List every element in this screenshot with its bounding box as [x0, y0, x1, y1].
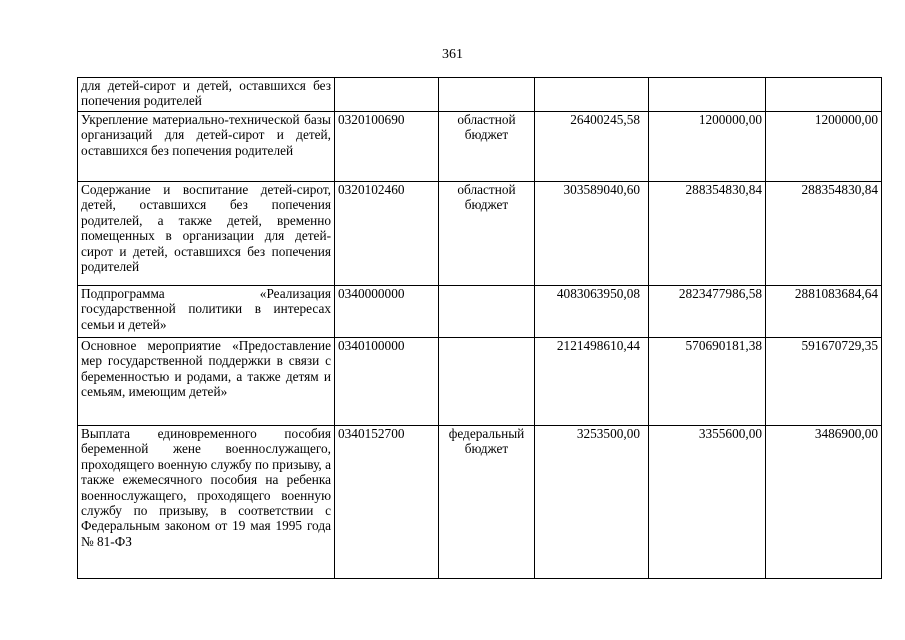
row-code-cell: 0320102460 [335, 182, 439, 286]
page-number: 361 [442, 47, 463, 62]
row-source-cell [439, 286, 535, 338]
row-name-cell: Основное мероприятие «Предоставление мер государственной поддержки в связи с беременностью и родами, а также детям и семьям, имеющим детей» [78, 338, 335, 426]
row-value-2-cell [649, 78, 766, 112]
row-value-2-cell: 570690181,38 [649, 338, 766, 426]
row-value-1-cell [535, 78, 649, 112]
row-code-cell: 0340000000 [335, 286, 439, 338]
row-value-1-cell: 2121498610,44 [535, 338, 649, 426]
row-name-cell: Укрепление материально-технической базы организаций для детей-сирот и детей, оставшихся без попечения родителей [78, 112, 335, 182]
row-value-3-cell: 2881083684,64 [766, 286, 882, 338]
row-name-cell: Содержание и воспитание детей-сирот, детей, оставшихся без попечения родителей, а также детей, временно помещенных в организации для детей-сирот и детей, оставшихся без попечения родителей [78, 182, 335, 286]
row-code-cell: 0340152700 [335, 426, 439, 579]
table-row [78, 338, 882, 426]
row-value-3-cell: 3486900,00 [766, 426, 882, 579]
row-value-3-cell: 1200000,00 [766, 112, 882, 182]
table-row [78, 286, 882, 338]
table-row [78, 78, 882, 112]
row-value-2-cell: 2823477986,58 [649, 286, 766, 338]
row-code-cell [335, 78, 439, 112]
row-value-1-cell: 26400245,58 [535, 112, 649, 182]
table-row [78, 112, 882, 182]
row-name-cell: Выплата единовременного пособия беременной жене военнослужащего, проходящего военную службу по призыву, а также ежемесячного пособия на ребенка военнослужащего, проходящего военную службу по призыву, в соответствии с Федеральным законом от 19 мая 1995 года № 81-ФЗ [78, 426, 335, 579]
row-value-2-cell: 1200000,00 [649, 112, 766, 182]
row-source-cell: областной бюджет [439, 182, 535, 286]
row-value-3-cell: 288354830,84 [766, 182, 882, 286]
row-value-3-cell: 591670729,35 [766, 338, 882, 426]
budget-table [77, 77, 882, 579]
row-value-1-cell: 303589040,60 [535, 182, 649, 286]
row-code-cell: 0320100690 [335, 112, 439, 182]
table-row [78, 426, 882, 579]
row-value-1-cell: 3253500,00 [535, 426, 649, 579]
row-value-2-cell: 3355600,00 [649, 426, 766, 579]
table-row [78, 182, 882, 286]
row-name-cell: Подпрограмма «Реализация государственной политики в интересах семьи и детей» [78, 286, 335, 338]
row-value-3-cell [766, 78, 882, 112]
row-source-cell: областной бюджет [439, 112, 535, 182]
row-value-1-cell: 4083063950,08 [535, 286, 649, 338]
row-value-2-cell: 288354830,84 [649, 182, 766, 286]
row-source-cell: федеральный бюджет [439, 426, 535, 579]
row-source-cell [439, 78, 535, 112]
row-code-cell: 0340100000 [335, 338, 439, 426]
row-source-cell [439, 338, 535, 426]
row-name-cell: для детей-сирот и детей, оставшихся без попечения родителей [78, 78, 335, 112]
